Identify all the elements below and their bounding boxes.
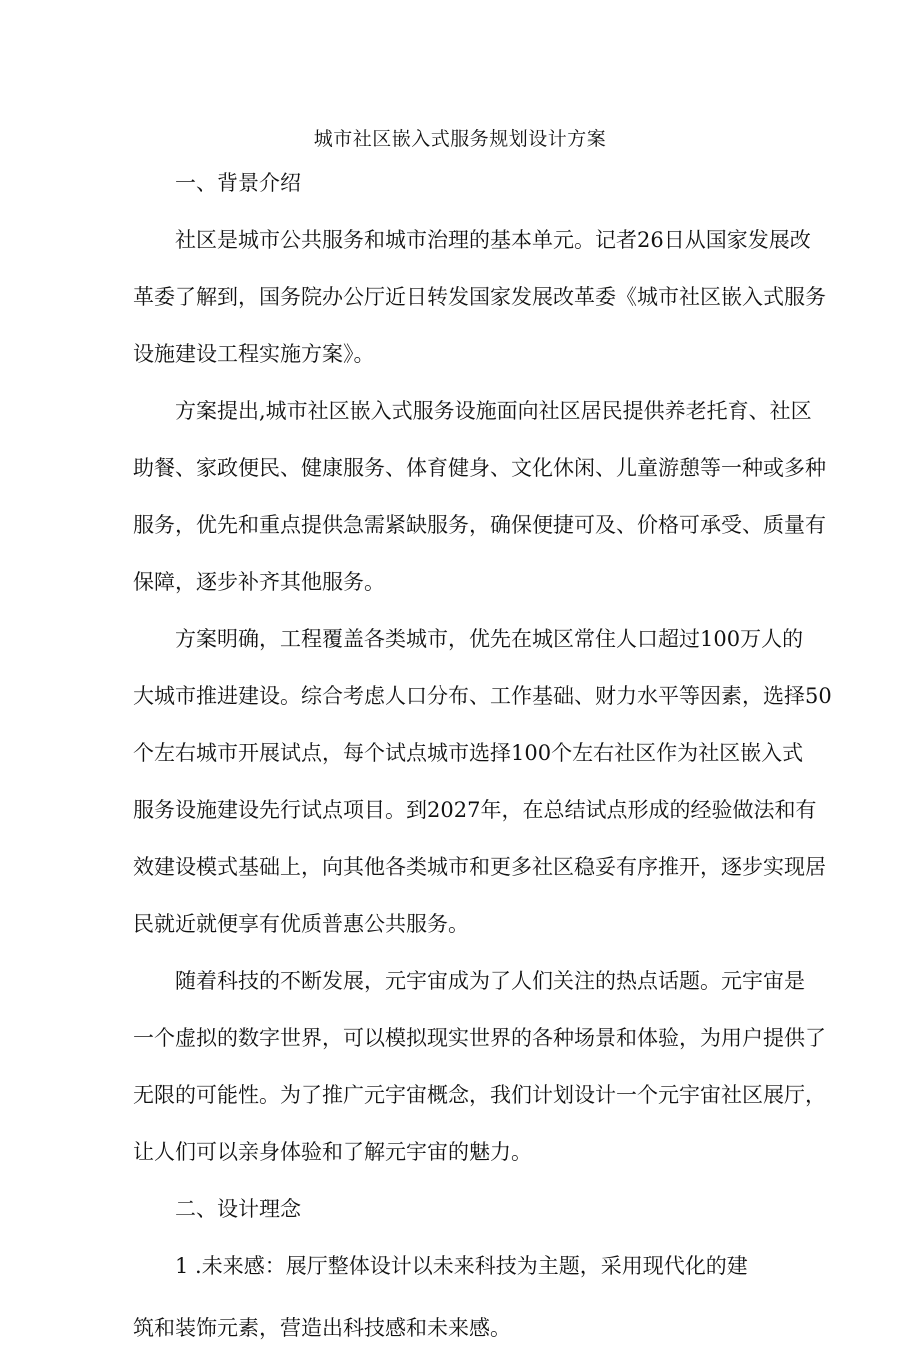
paragraph-line: 服务设施建设先行试点项目。到2027年，在总结试点形成的经验做法和有 xyxy=(133,798,817,822)
section-heading-background: 一、背景介绍 xyxy=(175,171,301,195)
paragraph-line: 助餐、家政便民、健康服务、体育健身、文化休闲、儿童游憩等一种或多种 xyxy=(133,456,826,480)
paragraph-line: 社区是城市公共服务和城市治理的基本单元。记者26日从国家发展改 xyxy=(175,228,811,252)
document-body xyxy=(133,168,832,1370)
paragraph-line: 方案明确，工程覆盖各类城市，优先在城区常住人口超过100万人的 xyxy=(175,627,804,651)
paragraph-metaverse xyxy=(133,966,826,1167)
paragraph-line: 无限的可能性。为了推广元宇宙概念，我们计划设计一个元宇宙社区展厅， xyxy=(133,1083,826,1107)
paragraph-line: 大城市推进建设。综合考虑人口分布、工作基础、财力水平等因素，选择50 xyxy=(133,684,832,708)
document-title: 城市社区嵌入式服务规划设计方案 xyxy=(313,128,607,150)
paragraph-line: 个左右城市开展试点，每个试点城市选择100个左右社区作为社区嵌入式 xyxy=(133,741,804,765)
paragraph-intro xyxy=(133,225,826,369)
paragraph-scope xyxy=(133,624,832,939)
paragraph-line: 设施建设工程实施方案》。 xyxy=(133,342,375,366)
paragraph-proposal xyxy=(133,396,826,597)
paragraph-line: 随着科技的不断发展，元宇宙成为了人们关注的热点话题。元宇宙是 xyxy=(175,969,805,993)
paragraph-line: 一个虚拟的数字世界，可以模拟现实世界的各种场景和体验，为用户提供了 xyxy=(133,1026,826,1050)
paragraph-line: 服务，优先和重点提供急需紧缺服务，确保便捷可及、价格可承受、质量有 xyxy=(133,513,826,537)
list-item-line: 筑和装饰元素，营造出科技感和未来感。 xyxy=(133,1316,511,1340)
list-item-futurism xyxy=(133,1251,793,1343)
paragraph-line: 方案提出,城市社区嵌入式服务设施面向社区居民提供养老托育、社区 xyxy=(175,399,812,423)
paragraph-line: 保障，逐步补齐其他服务。 xyxy=(133,570,385,594)
paragraph-line: 效建设模式基础上，向其他各类城市和更多社区稳妥有序推开，逐步实现居 xyxy=(133,855,826,879)
section-heading-design-concept: 二、设计理念 xyxy=(175,1197,301,1221)
paragraph-line: 革委了解到，国务院办公厅近日转发国家发展改革委《城市社区嵌入式服务 xyxy=(133,285,826,309)
paragraph-line: 让人们可以亲身体验和了解元宇宙的魅力。 xyxy=(133,1140,532,1164)
list-item-line: 1 .未来感：展厅整体设计以未来科技为主题，采用现代化的建 xyxy=(175,1254,748,1278)
paragraph-line: 民就近就便享有优质普惠公共服务。 xyxy=(133,912,469,936)
